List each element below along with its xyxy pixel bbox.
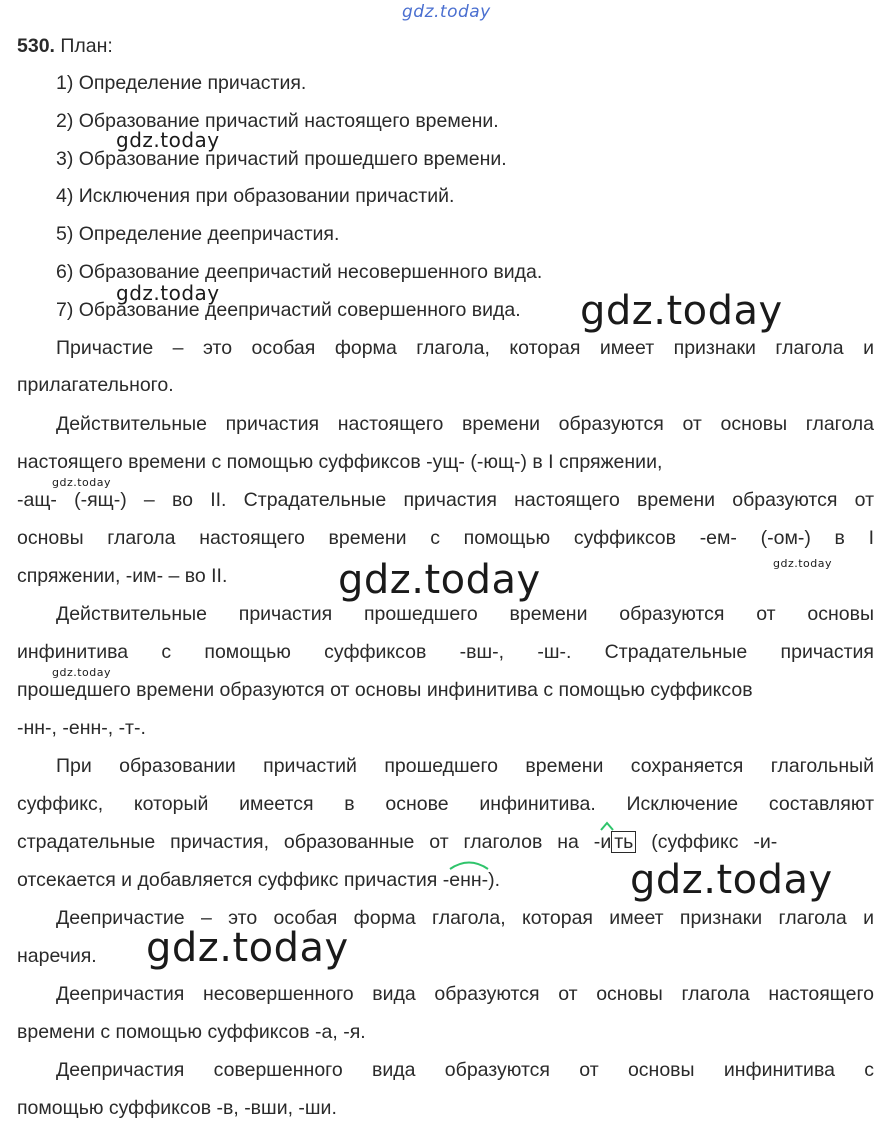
suffix-mark-icon <box>600 821 614 831</box>
paragraph-line: При образовании причастий прошедшего времени сохраняется глагольный <box>56 755 874 777</box>
paragraph-line: инфинитива с помощью суффиксов -вш-, -ш-. Страдательные причастия <box>17 641 874 663</box>
paragraph-line: суффикс, который имеется в основе инфинитива. Исключение составляют <box>17 793 874 815</box>
text-fragment: -). <box>481 869 501 891</box>
suffix-with-mark <box>449 868 481 892</box>
watermark: gdz.today <box>52 476 112 489</box>
suffix-with-mark <box>600 830 611 854</box>
paragraph-line: наречия. <box>17 945 97 967</box>
task-number: 530. <box>17 35 55 57</box>
watermark: gdz.today <box>116 128 220 152</box>
paragraph-line: прилагательного. <box>17 374 174 396</box>
paragraph-line <box>17 830 777 854</box>
plan-item: 2) Образование причастий настоящего времени. <box>56 110 499 132</box>
plan-item: 4) Исключения при образовании причастий. <box>56 185 455 207</box>
watermark: gdz.today <box>338 557 541 603</box>
watermark-top: gdz.today <box>402 2 491 22</box>
watermark: gdz.today <box>146 925 349 971</box>
paragraph-line: Деепричастия совершенного вида образуются от основы инфинитива с <box>56 1059 874 1081</box>
ending-box: ть <box>611 831 636 853</box>
watermark: gdz.today <box>52 666 112 679</box>
task-heading <box>17 34 113 58</box>
text-fragment: отсекается и добавляется суффикс причастия - <box>17 869 450 891</box>
watermark: gdz.today <box>580 288 783 334</box>
paragraph-line: Действительные причастия настоящего времени образуются от основы глагола <box>56 413 874 435</box>
text-fragment: страдательные причастия, образованные от глаголов на - <box>17 831 601 853</box>
paragraph-line: прошедшего времени образуются от основы инфинитива с помощью суффиксов <box>17 679 753 701</box>
suffix-letter: и <box>600 831 612 853</box>
paragraph-line: спряжении, -им- – во II. <box>17 565 228 587</box>
plan-item: 3) Образование причастий прошедшего времени. <box>56 148 507 170</box>
plan-item: 5) Определение деепричастия. <box>56 223 340 245</box>
paragraph-line: Деепричастие – это особая форма глагола, которая имеет признаки глагола и <box>56 907 874 929</box>
paragraph-line: Деепричастия несовершенного вида образуются от основы глагола настоящего <box>56 983 874 1005</box>
paragraph-line: времени с помощью суффиксов -а, -я. <box>17 1021 366 1043</box>
paragraph-line: -ащ- (-ящ-) – во II. Страдательные причастия настоящего времени образуются от <box>17 489 874 511</box>
paragraph-line: -нн-, -енн-, -т-. <box>17 717 146 739</box>
task-heading-label: План: <box>60 35 113 57</box>
watermark: gdz.today <box>116 281 220 305</box>
text-fragment: (суффикс -и- <box>636 831 778 853</box>
suffix-mark-icon <box>449 858 489 870</box>
plan-item: 7) Образование деепричастий совершенного вида. <box>56 299 521 321</box>
plan-item: 6) Образование деепричастий несовершенного вида. <box>56 261 543 283</box>
paragraph-line: помощью суффиксов -в, -вши, -ши. <box>17 1097 337 1119</box>
watermark: gdz.today <box>773 557 833 570</box>
paragraph-line: основы глагола настоящего времени с помощью суффиксов -ем- (-ом-) в I <box>17 527 874 549</box>
paragraph-line: Причастие – это особая форма глагола, которая имеет признаки глагола и <box>56 337 874 359</box>
watermark: gdz.today <box>630 857 833 903</box>
paragraph-line: Действительные причастия прошедшего времени образуются от основы <box>56 603 874 625</box>
plan-item: 1) Определение причастия. <box>56 72 307 94</box>
suffix-letters: енн <box>449 869 482 891</box>
paragraph-line: настоящего времени с помощью суффиксов -ущ- (-ющ-) в I спряжении, <box>17 451 663 473</box>
paragraph-line <box>17 868 500 892</box>
